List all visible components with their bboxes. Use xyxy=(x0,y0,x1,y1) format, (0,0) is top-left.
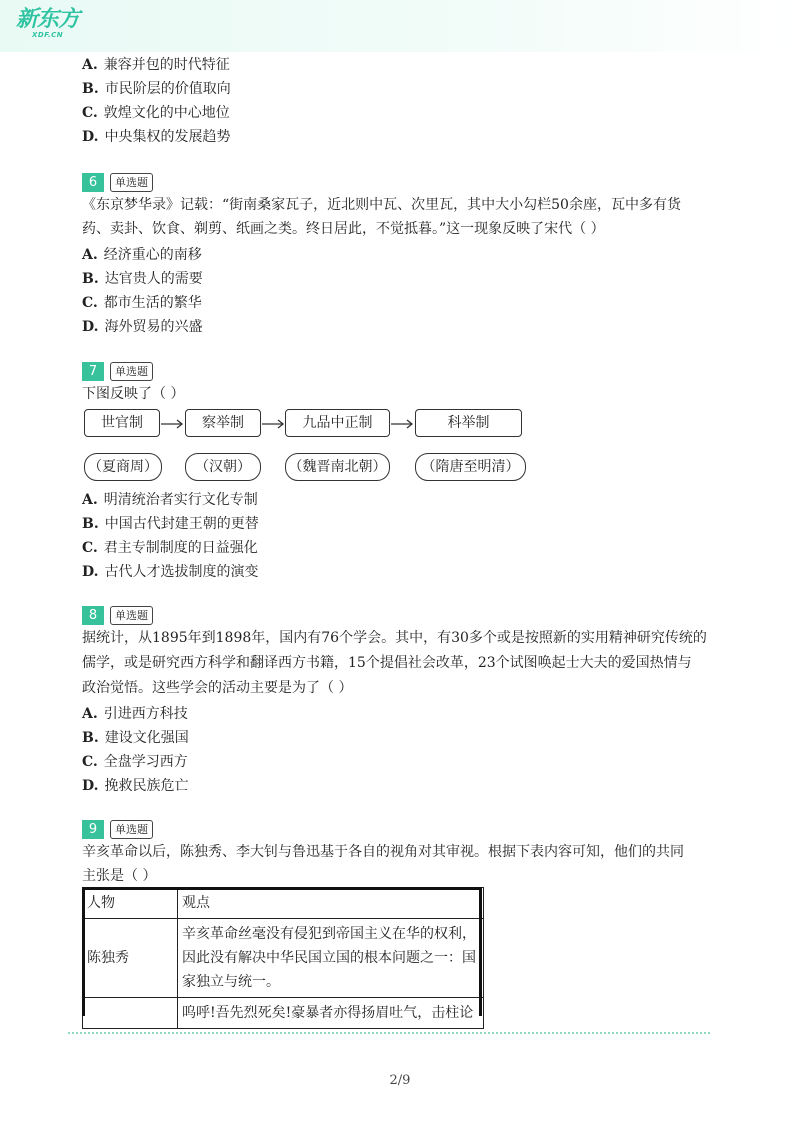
flow-box-chajuzhi: 察举制 xyxy=(185,409,261,437)
era-weijinnanbeichao: （魏晋南北朝） xyxy=(285,453,390,481)
page-header xyxy=(0,0,800,52)
table-header-view: 观点 xyxy=(178,888,484,919)
era-xiashangzhou: （夏商周） xyxy=(84,453,162,481)
question-type-tag: 单选题 xyxy=(110,606,153,625)
flow-arrow-icon xyxy=(262,414,286,434)
q8-stem-line1: 据统计，从1895年到1898年，国内有76个学会。其中，有30多个或是按照新的实用精神研究传统的 xyxy=(82,630,707,646)
table-cell-person xyxy=(83,998,178,1029)
q9-stem-line2: 主张是（ ） xyxy=(82,868,157,884)
xdf-logo: 新东方 XDF.CN xyxy=(16,7,80,39)
q8-option-a[interactable]: A. 引进西方科技 xyxy=(82,706,188,722)
q7-stem: 下图反映了（ ） xyxy=(82,386,185,402)
page-number: 2/9 xyxy=(389,1073,411,1088)
q6-option-a[interactable]: A. 经济重心的南移 xyxy=(82,247,202,263)
q5-option-d[interactable]: D. 中央集权的发展趋势 xyxy=(82,129,231,145)
q7-option-a[interactable]: A. 明清统治者实行文化专制 xyxy=(82,492,258,508)
flow-arrow-icon xyxy=(391,414,415,434)
q9-header xyxy=(82,820,153,840)
era-hanchao: （汉朝） xyxy=(185,453,261,481)
q6-option-c[interactable]: C. 都市生活的繁华 xyxy=(82,295,202,311)
table-cell-view: 呜呼!吾先烈死矣!豪暴者亦得扬眉吐气，击柱论 xyxy=(178,998,484,1029)
q7-header xyxy=(82,362,153,382)
q5-option-b[interactable]: B. 市民阶层的价值取向 xyxy=(82,81,231,97)
q8-option-c[interactable]: C. 全盘学习西方 xyxy=(82,754,188,770)
table-cell-person: 陈独秀 xyxy=(83,919,178,998)
q8-stem-line3: 政治觉悟。这些学会的活动主要是为了（ ） xyxy=(82,680,353,696)
q8-option-b[interactable]: B. 建设文化强国 xyxy=(82,730,189,746)
flow-arrow-icon xyxy=(161,414,185,434)
q7-option-b[interactable]: B. 中国古代封建王朝的更替 xyxy=(82,516,259,532)
flow-box-jiupinzhongzhengzhi: 九品中正制 xyxy=(285,409,390,437)
question-type-tag: 单选题 xyxy=(110,173,153,192)
question-number-badge: 8 xyxy=(82,606,104,625)
flow-box-kejuzhi: 科举制 xyxy=(415,409,522,437)
q6-option-b[interactable]: B. 达官贵人的需要 xyxy=(82,271,203,287)
q6-option-d[interactable]: D. 海外贸易的兴盛 xyxy=(82,319,203,335)
q8-header xyxy=(82,606,153,626)
table-row xyxy=(83,919,484,998)
q7-option-c[interactable]: C. 君主专制制度的日益强化 xyxy=(82,540,258,556)
q9-stem-line1: 辛亥革命以后，陈独秀、李大钊与鲁迅基于各自的视角对其审视。根据下表内容可知，他们的共同 xyxy=(82,844,684,860)
table-cell-view: 辛亥革命丝毫没有侵犯到帝国主义在华的权利， 因此没有解决中华民国立国的根本问题之一：国 家独立与统一。 xyxy=(178,919,484,998)
question-number-badge: 9 xyxy=(82,820,104,839)
question-number-badge: 7 xyxy=(82,362,104,381)
q8-stem-line2: 儒学，或是研究西方科学和翻译西方书籍，15个提倡社会改革，23个试图唤起士大夫的爱国热情与 xyxy=(82,655,692,671)
table-header-person: 人物 xyxy=(83,888,178,919)
q7-option-d[interactable]: D. 古代人才选拔制度的演变 xyxy=(82,564,259,580)
q5-option-a[interactable]: A. 兼容并包的时代特征 xyxy=(82,57,230,73)
question-type-tag: 单选题 xyxy=(110,362,153,381)
q6-stem-line1: 《东京梦华录》记载：“街南桑家瓦子，近北则中瓦、次里瓦，其中大小勾栏50余座，瓦中多有货 xyxy=(82,197,681,213)
flow-box-shiguanzhi: 世官制 xyxy=(84,409,160,437)
q8-option-d[interactable]: D. 挽救民族危亡 xyxy=(82,778,189,794)
question-type-tag: 单选题 xyxy=(110,820,153,839)
q6-stem-line2: 药、卖卦、饮食、剃剪、纸画之类。终日居此，不觉抵暮。”这一现象反映了宋代（ ） xyxy=(82,221,605,237)
table-row xyxy=(83,998,484,1029)
era-suitangzhimingqing: （隋唐至明清） xyxy=(415,453,526,481)
viewpoint-table xyxy=(82,887,484,1029)
q5-option-c[interactable]: C. 敦煌文化的中心地位 xyxy=(82,105,230,121)
q6-header xyxy=(82,173,153,193)
footer-divider xyxy=(68,1032,710,1034)
table-header-row xyxy=(83,888,484,919)
question-number-badge: 6 xyxy=(82,173,104,192)
